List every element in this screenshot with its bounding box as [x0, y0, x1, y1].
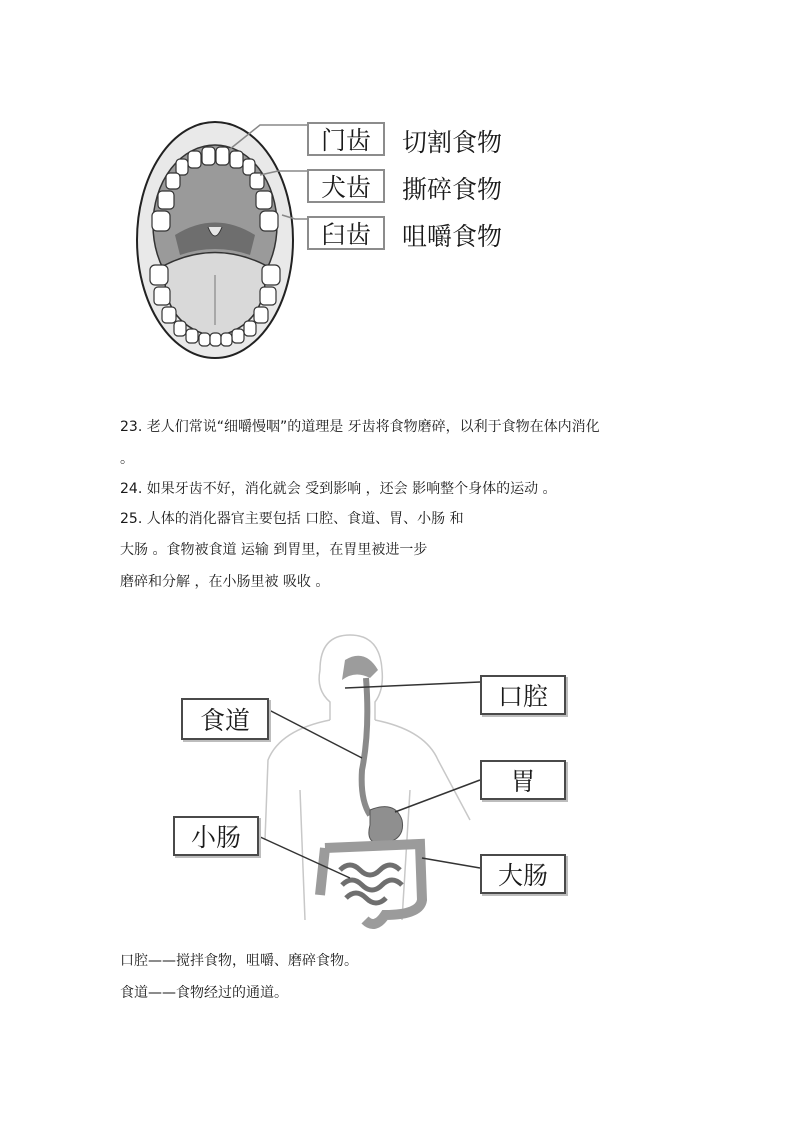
mouth-label-box	[480, 675, 566, 715]
small-intestine-label-box	[173, 816, 259, 856]
mouth-note: 口腔——搅拌食物，咀嚼、磨碎食物。	[120, 953, 358, 969]
esophagus-note: 食道——食物经过的通道。	[120, 985, 288, 1001]
mouth-label: 口腔	[497, 682, 548, 711]
question-25-line-2: 大肠 。食物被食道 运输 到胃里，在胃里被进一步	[120, 542, 428, 558]
question-23-line-2: 。	[120, 451, 134, 467]
molar-function: 咀嚼食物	[402, 222, 503, 251]
molar-label-box	[307, 216, 385, 250]
small-intestine-label: 小肠	[190, 823, 241, 852]
question-24: 24. 如果牙齿不好，消化就会 受到影响 ，还会 影响整个身体的运动 。	[120, 481, 557, 497]
esophagus-label-box	[181, 698, 269, 740]
large-intestine-label-box	[480, 854, 566, 894]
digestive-system-diagram	[170, 630, 590, 930]
stomach-label-box	[480, 760, 566, 800]
question-23-line-1: 23. 老人们常说“细嚼慢咽”的道理是 牙齿将食物磨碎，以利于食物在体内消化	[120, 419, 600, 435]
question-25-line-1: 25. 人体的消化器官主要包括 口腔、食道、胃、小肠 和	[120, 511, 464, 527]
teeth-leader-lines	[130, 115, 330, 365]
esophagus-label: 食道	[199, 706, 250, 735]
large-intestine-label: 大肠	[497, 861, 548, 890]
stomach-label: 胃	[510, 767, 536, 796]
canine-label-box	[307, 169, 385, 203]
incisor-label-box	[307, 122, 385, 156]
incisor-label: 门齿	[320, 126, 371, 155]
molar-label: 臼齿	[320, 220, 371, 249]
question-25-line-3: 磨碎和分解 ，在小肠里被 吸收 。	[120, 574, 330, 590]
incisor-function: 切割食物	[402, 128, 503, 157]
teeth-diagram	[130, 115, 530, 365]
canine-function: 撕碎食物	[402, 175, 503, 204]
canine-label: 犬齿	[320, 173, 371, 202]
